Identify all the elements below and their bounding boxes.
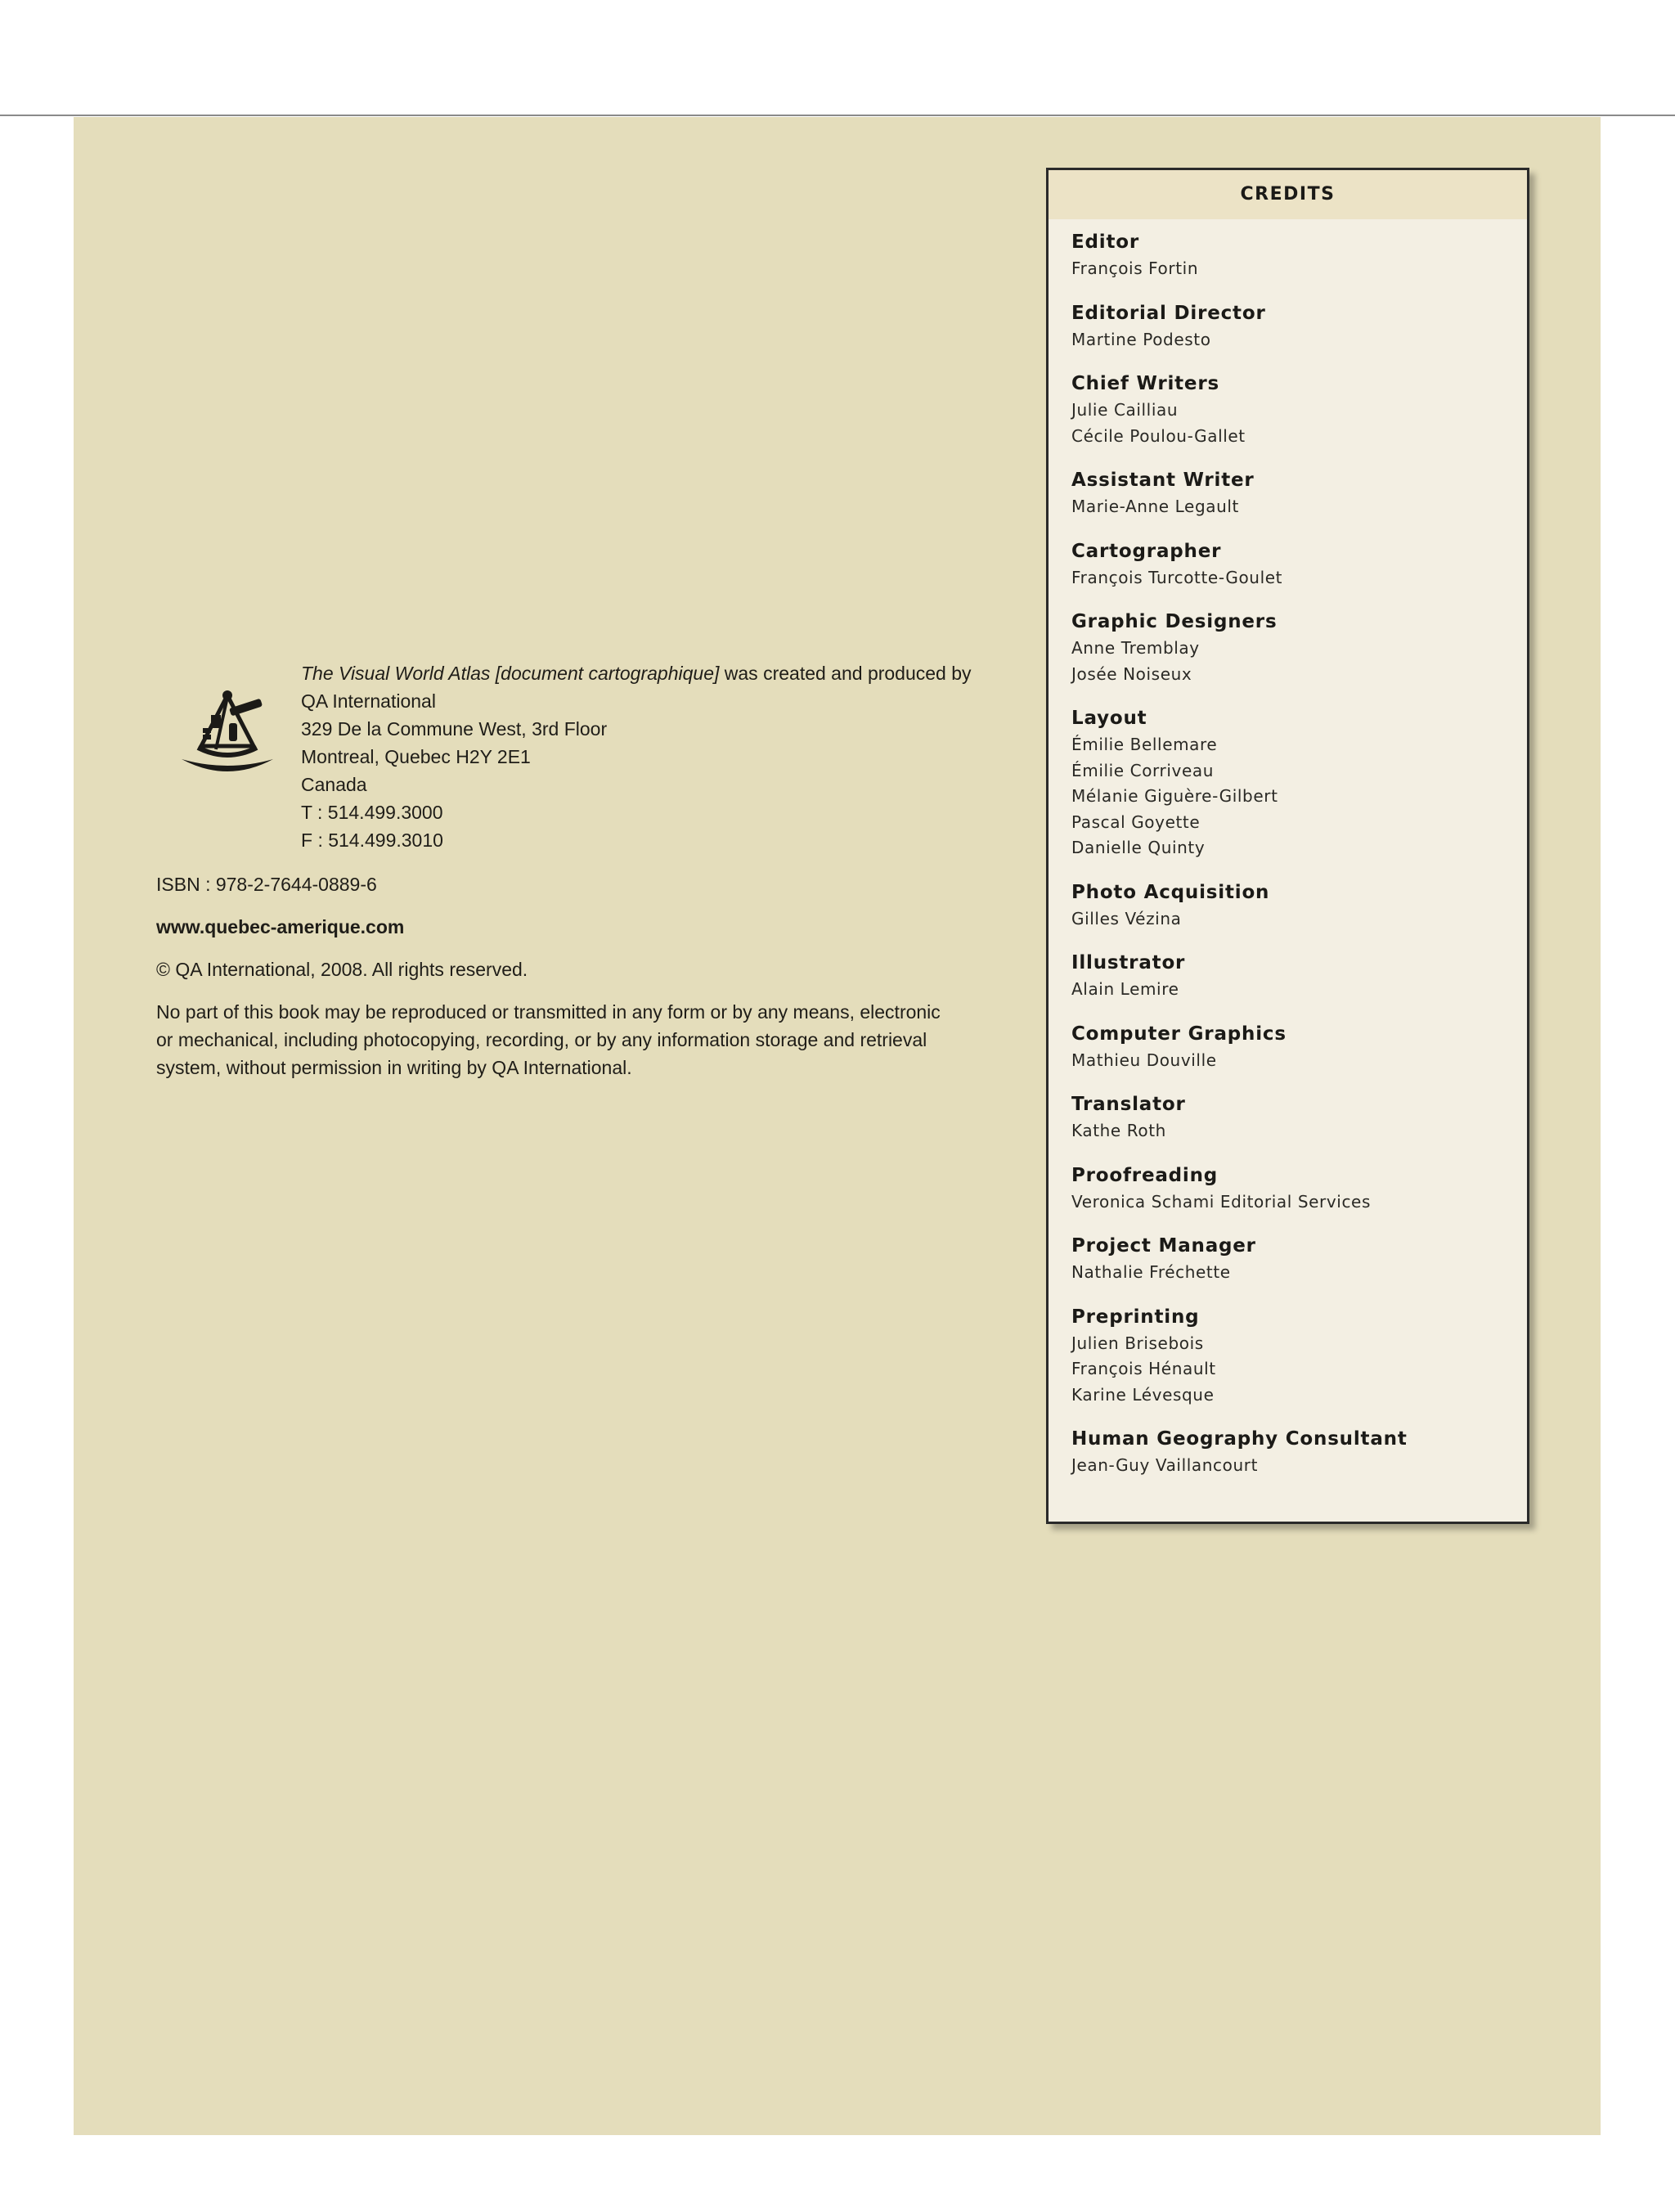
- credit-name: Kathe Roth: [1071, 1121, 1166, 1140]
- credit-name: Gilles Vézina: [1071, 908, 1182, 928]
- credit-name: Anne Tremblay: [1071, 638, 1200, 658]
- publisher-phone: T : 514.499.3000: [301, 802, 443, 823]
- credit-name: Mathieu Douville: [1071, 1050, 1217, 1070]
- credit-name: Jean-Guy Vaillancourt: [1071, 1455, 1259, 1475]
- credit-entry: [1071, 1233, 1527, 1286]
- credit-role: Preprinting: [1071, 1306, 1200, 1328]
- book-title-suffix: was created and produced by: [719, 663, 972, 684]
- publisher-fax: F : 514.499.3010: [301, 830, 443, 851]
- isbn: ISBN : 978-2-7644-0889-6: [156, 874, 377, 895]
- credit-role: Layout: [1071, 708, 1147, 729]
- credit-role: Project Manager: [1071, 1235, 1256, 1257]
- credit-entry: [1071, 609, 1527, 687]
- credits-heading: CREDITS: [1049, 170, 1527, 219]
- credit-name: Cécile Poulou-Gallet: [1071, 425, 1246, 446]
- credit-name: François Hénault: [1071, 1359, 1216, 1378]
- credit-name: Julien Brisebois: [1071, 1333, 1204, 1353]
- credit-name: Josée Noiseux: [1071, 663, 1192, 684]
- credit-role: Assistant Writer: [1071, 470, 1255, 491]
- credit-role: Proofreading: [1071, 1164, 1219, 1186]
- credit-entry: [1071, 705, 1527, 861]
- credit-entry: [1071, 1091, 1527, 1144]
- rights-notice: [156, 998, 1023, 1081]
- credit-role: Illustrator: [1071, 952, 1186, 973]
- credit-name: François Turcotte-Goulet: [1071, 567, 1283, 587]
- credit-role: Editor: [1071, 232, 1139, 253]
- rights-notice-line3: system, without permission in writing by QA International.: [156, 1057, 632, 1078]
- publisher-country: Canada: [301, 774, 367, 795]
- credit-entry: [1071, 1021, 1527, 1074]
- credit-name: Veronica Schami Editorial Services: [1071, 1191, 1371, 1212]
- credit-name: Julie Cailliau: [1071, 400, 1179, 420]
- credit-name: Alain Lemire: [1071, 979, 1179, 999]
- credit-entry: [1071, 1426, 1527, 1479]
- credit-entry: [1071, 1162, 1527, 1216]
- credit-role: Editorial Director: [1071, 302, 1266, 324]
- credit-entry: [1071, 879, 1527, 933]
- credits-box: [1046, 168, 1529, 1524]
- credit-name: Émilie Corriveau: [1071, 760, 1214, 780]
- credit-entry: [1071, 300, 1527, 353]
- legal-info: [156, 870, 1023, 1096]
- credits-list: [1049, 219, 1527, 1479]
- credit-role: Cartographer: [1071, 540, 1222, 562]
- credit-name: Martine Podesto: [1071, 329, 1211, 349]
- credit-role: Translator: [1071, 1094, 1186, 1115]
- top-divider: [0, 115, 1675, 116]
- sextant-icon: [178, 687, 276, 781]
- credit-role: Graphic Designers: [1071, 611, 1278, 632]
- credit-role: Chief Writers: [1071, 373, 1219, 394]
- credit-name: Karine Lévesque: [1071, 1384, 1215, 1405]
- credit-entry: [1071, 467, 1527, 520]
- credit-role: Computer Graphics: [1071, 1023, 1287, 1045]
- rights-notice-line1: No part of this book may be reproduced or transmitted in any form or by any means, electronic: [156, 1001, 941, 1023]
- credit-entry: [1071, 371, 1527, 449]
- credit-name: Pascal Goyette: [1071, 812, 1201, 832]
- copyright-notice: © QA International, 2008. All rights reserved.: [156, 959, 528, 980]
- credit-entry: [1071, 950, 1527, 1003]
- credit-name: Marie-Anne Legault: [1071, 497, 1239, 516]
- credit-entry: [1071, 229, 1527, 282]
- website-link[interactable]: www.quebec-amerique.com: [156, 916, 405, 937]
- rights-notice-line2: or mechanical, including photocopying, recording, or by any information storage and retrieval: [156, 1029, 927, 1050]
- publisher-company: QA International: [301, 690, 436, 712]
- credit-name: Nathalie Fréchette: [1071, 1262, 1231, 1282]
- credit-role: Human Geography Consultant: [1071, 1428, 1408, 1450]
- credit-name: Émilie Bellemare: [1071, 735, 1218, 754]
- publisher-address-line2: Montreal, Quebec H2Y 2E1: [301, 746, 531, 767]
- credit-entry: [1071, 1304, 1527, 1409]
- publisher-info: [301, 659, 1004, 854]
- credit-name: François Fortin: [1071, 259, 1199, 278]
- publisher-title-line: [301, 659, 1004, 687]
- credit-name: Danielle Quinty: [1071, 838, 1206, 857]
- book-title: The Visual World Atlas [document cartographique]: [301, 663, 720, 684]
- credit-entry: [1071, 538, 1527, 591]
- credit-name: Mélanie Giguère-Gilbert: [1071, 786, 1278, 806]
- credit-role: Photo Acquisition: [1071, 881, 1270, 903]
- publisher-address-line1: 329 De la Commune West, 3rd Floor: [301, 718, 608, 740]
